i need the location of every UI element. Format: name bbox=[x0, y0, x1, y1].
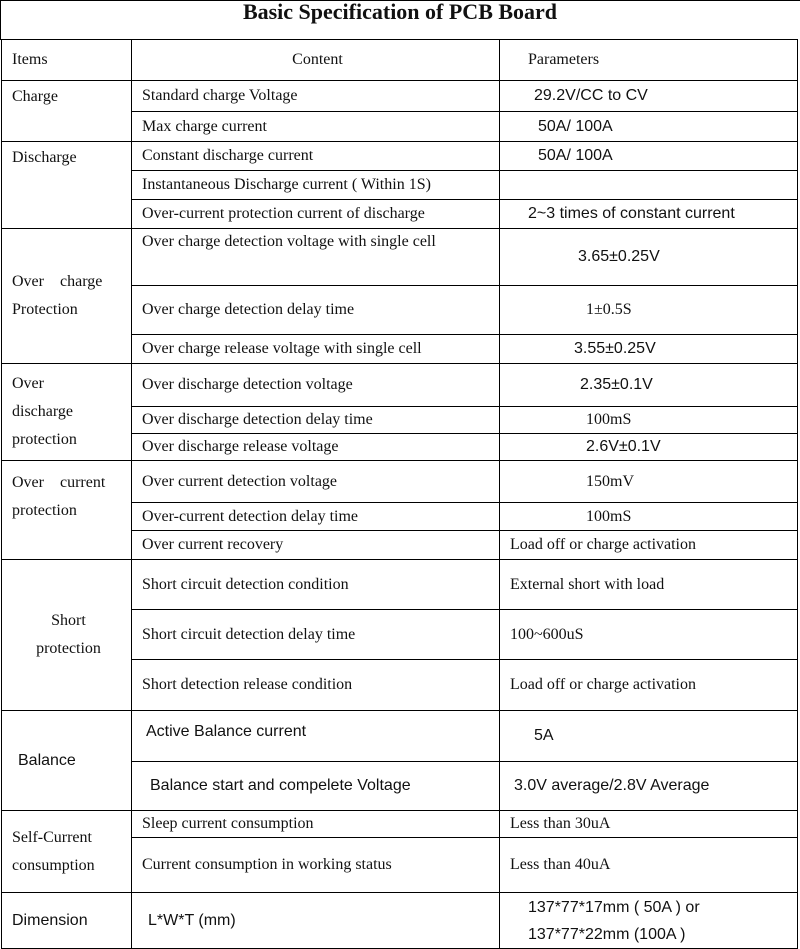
table-row bbox=[2, 81, 798, 112]
param-cell: 29.2V/CC to CV bbox=[500, 81, 798, 112]
content-cell: Over discharge detection delay time bbox=[132, 407, 500, 434]
content-cell: Instantaneous Discharge current ( Within 1S) bbox=[132, 171, 500, 200]
item-line: Over bbox=[12, 375, 44, 392]
param-cell: 3.55±0.25V bbox=[500, 335, 798, 364]
item-short bbox=[2, 560, 132, 711]
param-cell: 3.0V average/2.8V Average bbox=[500, 762, 798, 811]
table-row bbox=[2, 711, 798, 762]
param-line: 137*77*22mm (100A ) bbox=[528, 925, 686, 943]
item-line: Over current bbox=[12, 474, 106, 491]
content-cell: Over charge detection voltage with single cell bbox=[132, 229, 500, 286]
item-self-current bbox=[2, 811, 132, 893]
content-cell: Short detection release condition bbox=[132, 660, 500, 711]
header-items: Items bbox=[2, 40, 132, 81]
table-row bbox=[2, 229, 798, 286]
param-line: 137*77*17mm ( 50A ) or bbox=[528, 898, 700, 916]
item-balance: Balance bbox=[2, 711, 132, 811]
page-title: Basic Specification of PCB Board bbox=[242, 0, 558, 24]
header-content: Content bbox=[132, 40, 500, 81]
content-cell: Over current recovery bbox=[132, 531, 500, 560]
content-cell: Constant discharge current bbox=[132, 142, 500, 171]
item-line: protection bbox=[12, 502, 77, 519]
param-cell: External short with load bbox=[500, 560, 798, 610]
item-over-current bbox=[2, 461, 132, 560]
param-cell: Load off or charge activation bbox=[500, 660, 798, 711]
content-cell: Over charge release voltage with single cell bbox=[132, 335, 500, 364]
param-cell: 50A/ 100A bbox=[500, 112, 798, 142]
table-row bbox=[2, 142, 798, 171]
param-cell: 5A bbox=[500, 711, 798, 762]
item-discharge: Discharge bbox=[2, 142, 132, 229]
param-cell: 3.65±0.25V bbox=[500, 229, 798, 286]
item-line: Self-Current bbox=[12, 828, 92, 846]
content-cell: L*W*T (mm) bbox=[132, 893, 500, 949]
spec-table bbox=[1, 39, 798, 949]
param-cell: Load off or charge activation bbox=[500, 531, 798, 560]
param-cell: 100mS bbox=[500, 407, 798, 434]
param-cell: 2~3 times of constant current bbox=[500, 200, 798, 229]
content-cell: Over charge detection delay time bbox=[132, 286, 500, 335]
header-row bbox=[2, 40, 798, 81]
param-cell: Less than 40uA bbox=[500, 838, 798, 893]
content-cell: Over discharge detection voltage bbox=[132, 364, 500, 407]
param-cell: 1±0.5S bbox=[500, 286, 798, 335]
item-over-charge bbox=[2, 229, 132, 364]
item-line: Over charge bbox=[12, 273, 103, 290]
content-cell: Max charge current bbox=[132, 112, 500, 142]
content-cell: Over discharge release voltage bbox=[132, 434, 500, 461]
param-cell: 150mV bbox=[500, 461, 798, 503]
table-row bbox=[2, 364, 798, 407]
left-border bbox=[0, 0, 1, 40]
param-cell-dimension bbox=[500, 893, 798, 949]
content-cell: Short circuit detection delay time bbox=[132, 610, 500, 660]
param-cell: 100mS bbox=[500, 503, 798, 531]
content-cell: Short circuit detection condition bbox=[132, 560, 500, 610]
table-row bbox=[2, 560, 798, 610]
item-line: consumption bbox=[12, 856, 95, 874]
content-cell: Current consumption in working status bbox=[132, 838, 500, 893]
item-charge: Charge bbox=[2, 81, 132, 142]
item-line: discharge bbox=[12, 403, 74, 420]
item-dimension: Dimension bbox=[2, 893, 132, 949]
content-cell: Sleep current consumption bbox=[132, 811, 500, 838]
param-cell: 2.6V±0.1V bbox=[500, 434, 798, 461]
param-cell: 50A/ 100A bbox=[500, 142, 798, 171]
item-over-discharge bbox=[2, 364, 132, 461]
table-row bbox=[2, 811, 798, 838]
item-line: Protection bbox=[12, 301, 78, 318]
top-border bbox=[0, 0, 800, 1]
table-row bbox=[2, 461, 798, 503]
content-cell: Standard charge Voltage bbox=[132, 81, 500, 112]
header-parameters: Parameters bbox=[500, 40, 798, 81]
param-cell: 2.35±0.1V bbox=[500, 364, 798, 407]
content-cell: Over-current protection current of discharge bbox=[132, 200, 500, 229]
item-line: protection bbox=[12, 431, 77, 448]
param-cell: Less than 30uA bbox=[500, 811, 798, 838]
param-cell bbox=[500, 171, 798, 200]
item-line: protection bbox=[36, 640, 101, 657]
item-line: Short bbox=[51, 612, 86, 629]
param-cell: 100~600uS bbox=[500, 610, 798, 660]
content-cell: Active Balance current bbox=[132, 711, 500, 762]
content-cell: Balance start and compelete Voltage bbox=[132, 762, 500, 811]
content-cell: Over-current detection delay time bbox=[132, 503, 500, 531]
content-cell: Over current detection voltage bbox=[132, 461, 500, 503]
table-row bbox=[2, 893, 798, 949]
